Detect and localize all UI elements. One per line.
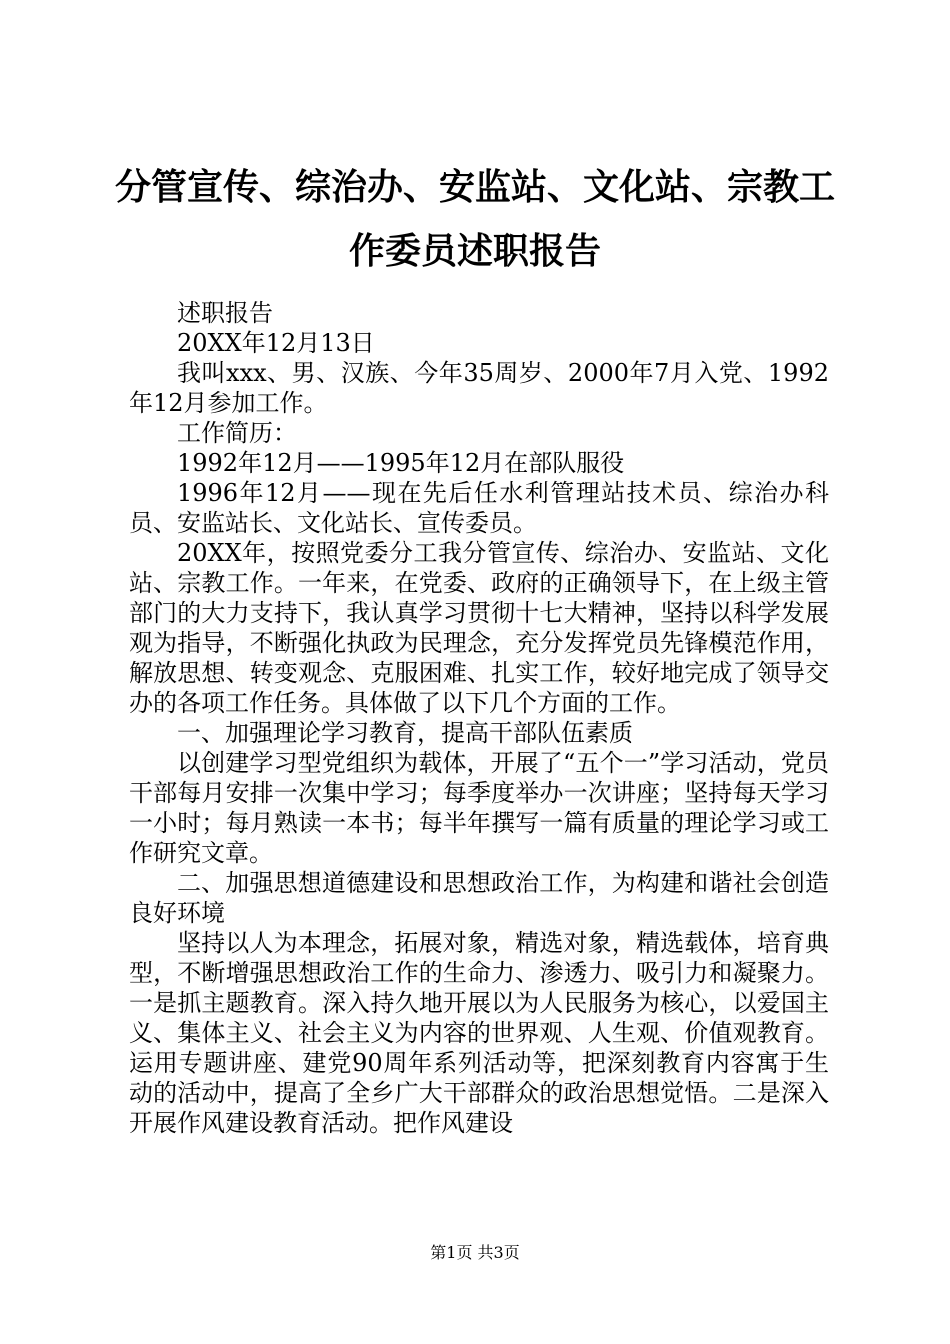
section-heading-2: 二、加强思想道德建设和思想政治工作，为构建和谐社会创造良好环境 — [129, 869, 829, 927]
paragraph-self-intro: 我叫xxx、男、汉族、今年35周岁、2000年7月入党、1992年12月参加工作。 — [129, 359, 829, 417]
document-title-line-1: 分管宣传、综治办、安监站、文化站、宗教工 — [114, 166, 835, 208]
paragraph-section-1: 以创建学习型党组织为载体，开展了“五个一”学习活动，党员干部每月安排一次集中学习；每季度举办一次讲座；坚持每天学习一小时；每月熟读一本书；每半年撰写一篇有质量的理论学习或工作研究文章。 — [129, 749, 829, 867]
page-number-footer: 第1页 共3页 — [430, 1243, 520, 1262]
paragraph-section-2: 坚持以人为本理念，拓展对象，精选对象，精选载体，培育典型，不断增强思想政治工作的生命力、渗透力、吸引力和凝聚力。一是抓主题教育。深入持久地开展以为人民服务为核心，以爱国主义、集体主义、社会主义为内容的世界观、人生观、价值观教育。运用专题讲座、建党90周年系列活动等，把深刻教育内容寓于生动的活动中，提高了全乡广大干部群众的政治思想觉悟。二是深入开展作风建设教育活动。把作风建设 — [129, 929, 829, 1137]
paragraph-date: 20XX年12月13日 — [177, 329, 375, 357]
paragraph-heading-report: 述职报告 — [177, 299, 273, 327]
paragraph-overview: 20XX年，按照党委分工我分管宣传、综治办、安监站、文化站、宗教工作。一年来，在党委、政府的正确领导下，在上级主管部门的大力支持下，我认真学习贯彻十七大精神，坚持以科学发展观为指导，不断强化执政为民理念，充分发挥党员先锋模范作用，解放思想、转变观念、克服困难、扎实工作，较好地完成了领导交办的各项工作任务。具体做了以下几个方面的工作。 — [129, 539, 829, 717]
paragraph-resume-item-2: 1996年12月——现在先后任水利管理站技术员、综治办科员、安监站长、文化站长、宣传委员。 — [129, 479, 829, 537]
paragraph-resume-label: 工作简历： — [177, 419, 297, 447]
document-title-line-2: 作委员述职报告 — [348, 230, 601, 272]
paragraph-resume-item-1: 1992年12月——1995年12月在部队服役 — [177, 449, 625, 477]
section-heading-1: 一、加强理论学习教育，提高干部队伍素质 — [177, 719, 633, 747]
document-body — [129, 298, 829, 1138]
